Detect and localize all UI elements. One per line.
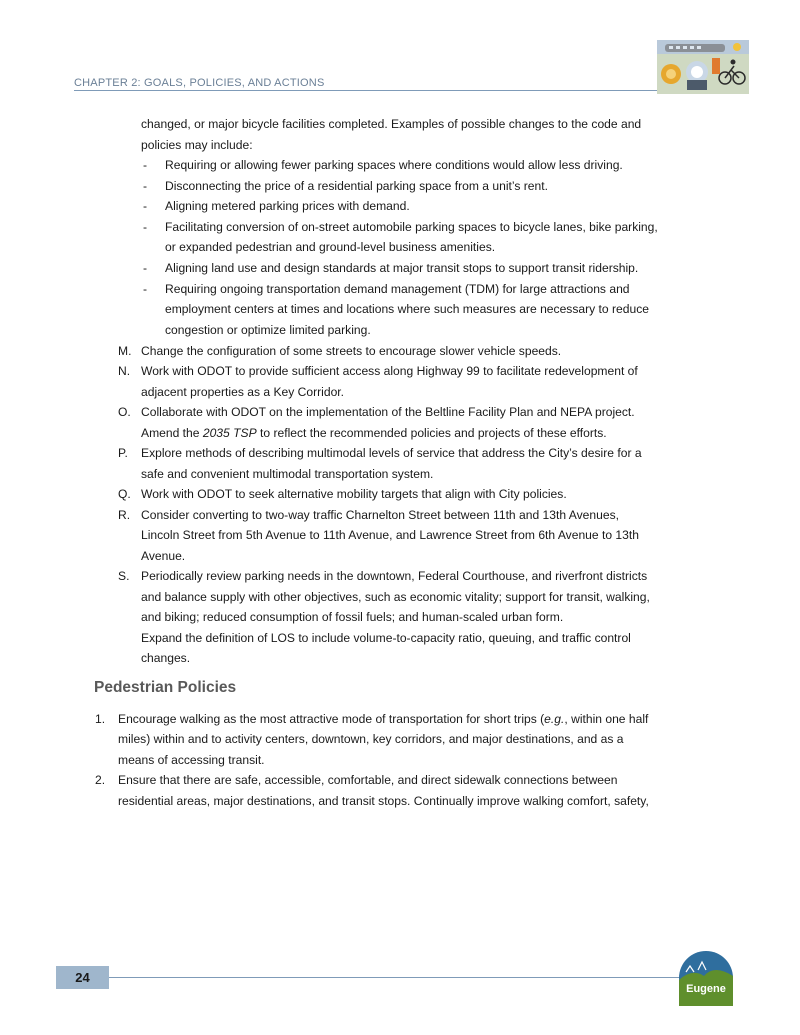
text-run: Amend the [141, 426, 203, 440]
letter-marker: N. [118, 364, 131, 378]
letter-marker: Q. [118, 487, 131, 501]
text-run: , within one half [564, 712, 649, 726]
transportation-collage-image [657, 40, 749, 94]
text-run: Encourage walking as the most attractive mode of transportation for short trips ( [118, 712, 545, 726]
list-item-text: Aligning land use and design standards at major transit stops to support transit ridership. [165, 261, 639, 275]
list-item-text: Periodically review parking needs in the downtown, Federal Courthouse, and riverfront districts [141, 569, 648, 583]
list-item-text: Requiring ongoing transportation demand management (TDM) for large attractions and [165, 282, 630, 296]
list-item-text: or expanded pedestrian and ground-level business amenities. [165, 240, 496, 254]
list-item-text: Consider converting to two-way traffic Charnelton Street between 11th and 13th Avenues, [141, 508, 619, 522]
list-item-text: Expand the definition of LOS to include volume-to-capacity ratio, queuing, and traffic control [141, 631, 631, 645]
list-item-text [141, 423, 607, 444]
list-item-text: adjacent properties as a Key Corridor. [141, 385, 345, 399]
footer-rule [109, 977, 684, 978]
list-item-text: Disconnecting the price of a residential parking space from a unit’s rent. [165, 179, 548, 193]
list-item-text: miles) within and to activity centers, downtown, key corridors, and major destinations, and as a [118, 732, 624, 746]
list-item-text: and balance supply with other objectives, such as economic vitality; support for transit, walking, [141, 590, 650, 604]
page-number-box [56, 966, 109, 989]
continuation-line: policies may include: [141, 138, 253, 152]
dash-marker: - [143, 199, 148, 213]
number-marker: 1. [95, 712, 106, 726]
list-item-text: Explore methods of describing multimodal levels of service that address the City’s desire for a [141, 446, 642, 460]
list-item-text: Lincoln Street from 5th Avenue to 11th Avenue, and Lawrence Street from 6th Avenue to 13th [141, 528, 639, 542]
list-item-text: Collaborate with ODOT on the implementation of the Beltline Facility Plan and NEPA project. [141, 405, 635, 419]
list-item-text: residential areas, major destinations, and transit stops. Continually improve walking comfort, safety, [118, 794, 649, 808]
list-item-text: means of accessing transit. [118, 753, 265, 767]
list-item-text: Work with ODOT to seek alternative mobility targets that align with City policies. [141, 487, 567, 501]
list-item-text: Work with ODOT to provide sufficient access along Highway 99 to facilitate redevelopment of [141, 364, 638, 378]
eugene-logo-icon [678, 950, 734, 1006]
dash-marker: - [143, 220, 148, 234]
list-item-text: congestion or optimize limited parking. [165, 323, 371, 337]
list-item-text: Ensure that there are safe, accessible, comfortable, and direct sidewalk connections between [118, 773, 618, 787]
list-item-text: safe and convenient multimodal transportation system. [141, 467, 434, 481]
letter-marker: R. [118, 508, 131, 522]
continuation-line: changed, or major bicycle facilities completed. Examples of possible changes to the code and [141, 117, 642, 131]
list-item-text: Requiring or allowing fewer parking spaces where conditions would allow less driving. [165, 158, 623, 172]
letter-marker: P. [118, 446, 128, 460]
italic-document-title: 2035 TSP [202, 426, 257, 440]
list-item-text [118, 709, 648, 730]
letter-marker: M. [118, 344, 132, 358]
letter-marker: O. [118, 405, 131, 419]
logo-text: Eugene [686, 983, 726, 995]
dash-marker: - [143, 158, 148, 172]
italic-abbreviation: e.g. [544, 712, 565, 726]
text-run: to reflect the recommended policies and projects of these efforts. [256, 426, 607, 440]
dash-marker: - [143, 179, 148, 193]
list-item-text: Facilitating conversion of on-street automobile parking spaces to bicycle lanes, bike parking, [165, 220, 658, 234]
list-item-text: Aligning metered parking prices with demand. [165, 199, 410, 213]
page-number: 24 [75, 970, 90, 985]
list-item-text: employment centers at times and locations where such measures are necessary to reduce [165, 302, 649, 316]
list-item-text: Avenue. [141, 549, 186, 563]
chapter-title: CHAPTER 2: GOALS, POLICIES, AND ACTIONS [74, 77, 325, 89]
dash-marker: - [143, 282, 148, 296]
number-marker: 2. [95, 773, 106, 787]
list-item-text: Change the configuration of some streets to encourage slower vehicle speeds. [141, 344, 562, 358]
list-item-text: and biking; reduced consumption of fossil fuels; and human-scaled urban form. [141, 610, 564, 624]
letter-marker: S. [118, 569, 130, 583]
header-rule [74, 90, 664, 91]
dash-marker: - [143, 261, 148, 275]
section-heading: Pedestrian Policies [94, 679, 237, 696]
list-item-text: changes. [141, 651, 191, 665]
